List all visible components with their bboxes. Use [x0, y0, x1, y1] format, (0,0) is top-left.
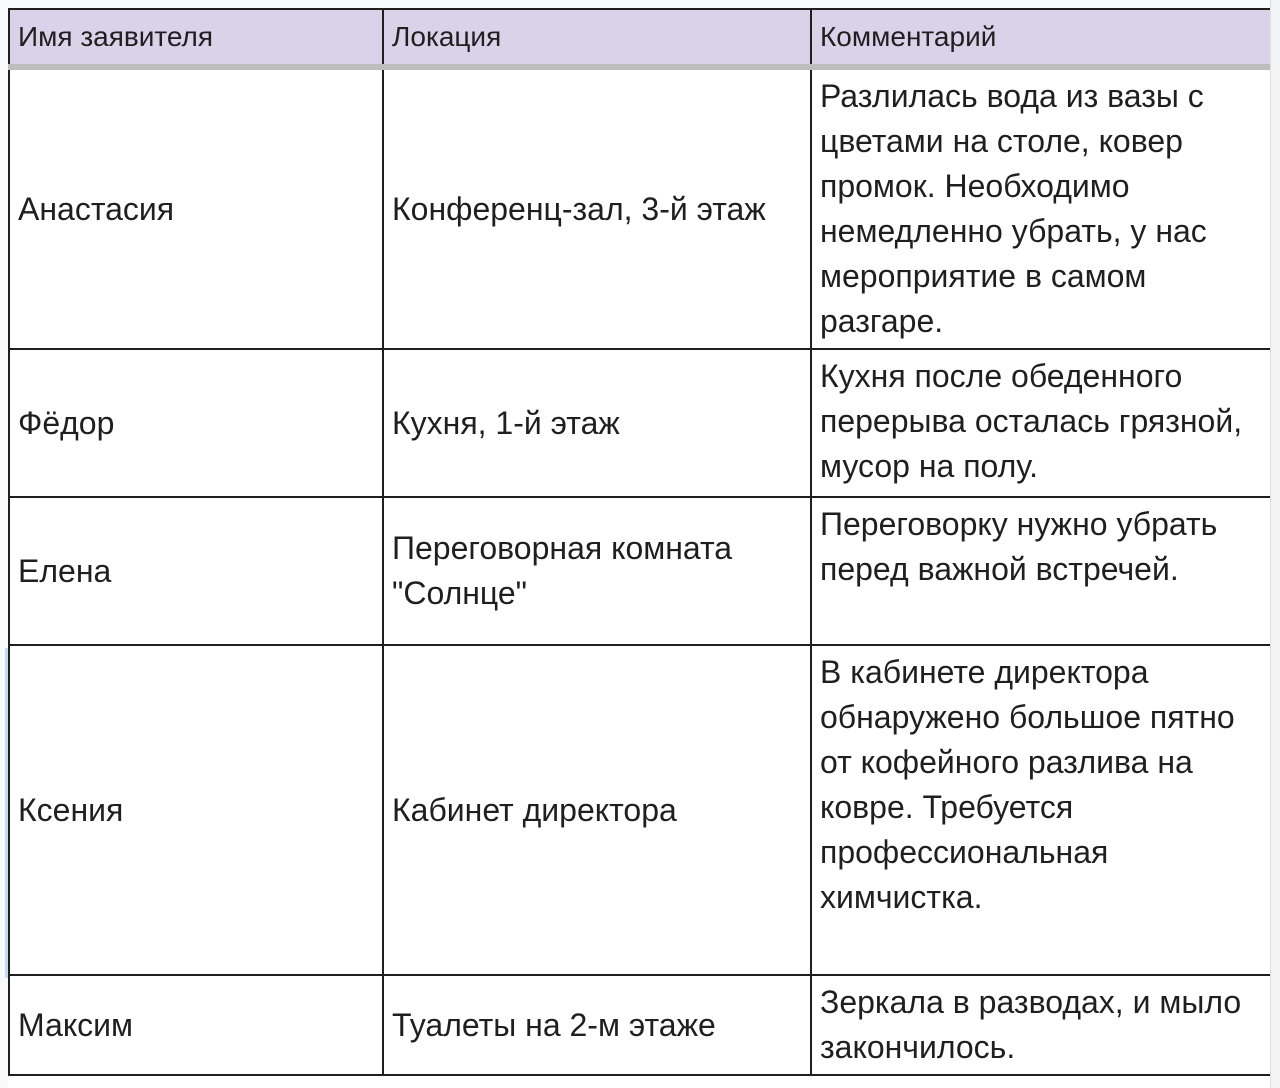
- requests-table: [8, 8, 1272, 1076]
- cell-location[interactable]: Кухня, 1-й этаж: [383, 349, 811, 497]
- cell-name[interactable]: Анастасия: [9, 67, 383, 349]
- cell-comment[interactable]: Разлилась вода из вазы с цветами на столе, ковер промок. Необходимо немедленно убрать, у нас мероприятие в самом разгаре.: [811, 67, 1271, 349]
- row-header-strip: [0, 0, 8, 1088]
- header-cell-comment[interactable]: Комментарий: [811, 9, 1271, 67]
- table-row: [9, 497, 1271, 645]
- vertical-scrollbar-track[interactable]: [1270, 0, 1280, 1088]
- cell-location[interactable]: Кабинет директора: [383, 645, 811, 975]
- table-row: [9, 67, 1271, 349]
- cell-location[interactable]: Конференц-зал, 3-й этаж: [383, 67, 811, 349]
- header-row: [9, 9, 1271, 67]
- cell-name[interactable]: Елена: [9, 497, 383, 645]
- cell-comment[interactable]: Зеркала в разводах, и мыло закончилось.: [811, 975, 1271, 1075]
- cell-comment[interactable]: В кабинете директора обнаружено большое пятно от кофейного разлива на ковре. Требуется профессиональная химчистка.: [811, 645, 1271, 975]
- header-cell-name[interactable]: Имя заявителя: [9, 9, 383, 67]
- cell-location[interactable]: Переговорная комната "Солнце": [383, 497, 811, 645]
- cell-name[interactable]: Максим: [9, 975, 383, 1075]
- sheet-top-margin: [0, 0, 1280, 8]
- cell-comment[interactable]: Кухня после обеденного перерыва осталась грязной, мусор на полу.: [811, 349, 1271, 497]
- cell-location[interactable]: Туалеты на 2-м этаже: [383, 975, 811, 1075]
- header-cell-location[interactable]: Локация: [383, 9, 811, 67]
- cell-comment[interactable]: Переговорку нужно убрать перед важной встречей.: [811, 497, 1271, 645]
- cell-name[interactable]: Фёдор: [9, 349, 383, 497]
- cell-name[interactable]: Ксения: [9, 645, 383, 975]
- table-row: [9, 349, 1271, 497]
- table-row: [9, 645, 1271, 975]
- table-row: [9, 975, 1271, 1075]
